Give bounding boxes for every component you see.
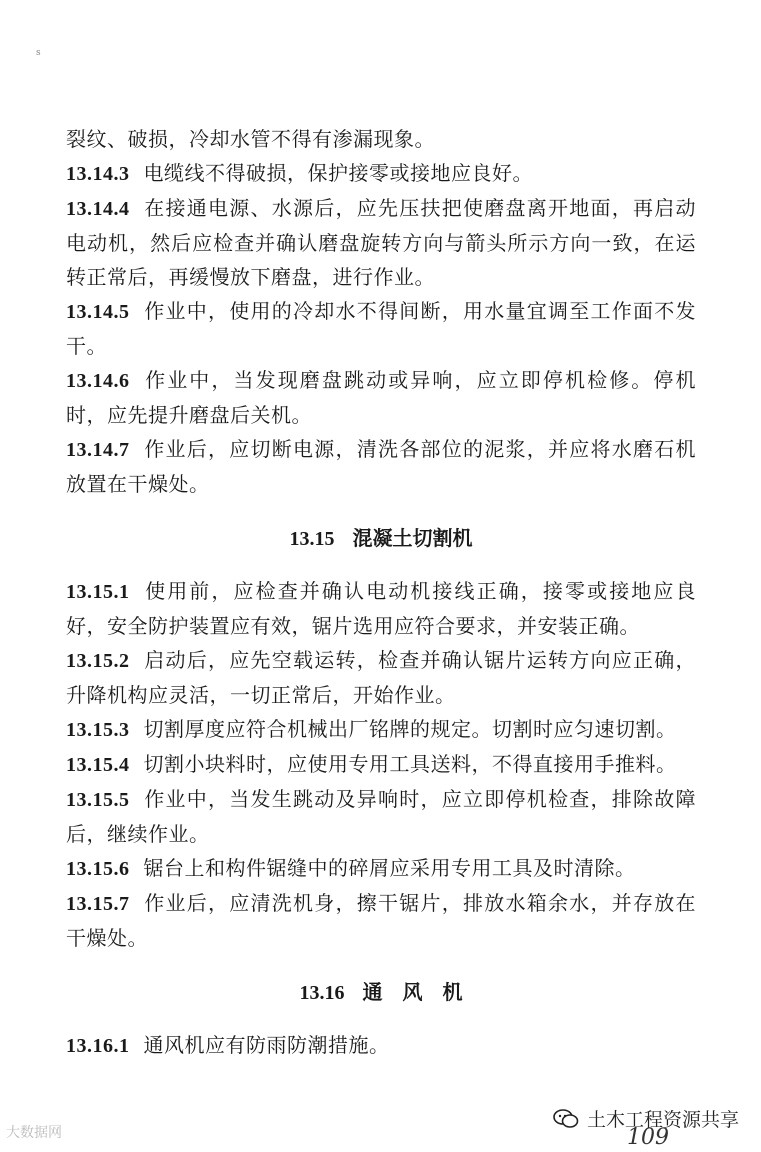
clause-paragraph (66, 886, 696, 955)
section-heading (66, 521, 696, 556)
clause-number: 13.15.1 (66, 581, 130, 603)
wechat-icon (553, 1109, 579, 1129)
clause-text: 作业中，当发现磨盘跳动或异响，应立即停机检修。停机时，应先提升磨盘后关机。 (66, 368, 696, 427)
clause-text: 电缆线不得破损，保护接零或接地应良好。 (143, 161, 533, 185)
clause-number: 13.14.7 (66, 439, 130, 461)
clause-text: 使用前，应检查并确认电动机接线正确，接零或接地应良好，安全防护装置应有效，锯片选用应符合要求，并安装正确。 (66, 579, 696, 638)
clause-number: 13.16.1 (66, 1035, 130, 1057)
section-heading (66, 975, 696, 1010)
section-number: 13.15 (289, 528, 335, 550)
clause-text: 切割小块料时，应使用专用工具送料，不得直接用手推料。 (143, 752, 677, 776)
section-title: 通 风 机 (362, 980, 463, 1004)
clause-paragraph (66, 156, 696, 191)
clause-paragraph (66, 643, 696, 712)
clause-text: 通风机应有防雨防潮措施。 (143, 1033, 390, 1057)
clause-number: 13.15.2 (66, 650, 130, 672)
clause-text: 作业后，应切断电源，清洗各部位的泥浆，并应将水磨石机放置在干燥处。 (66, 437, 696, 496)
watermark-left: 大数据网 (6, 1125, 62, 1141)
clause-paragraph (66, 294, 696, 363)
page-mark: s (36, 48, 41, 58)
clause-text: 作业中，使用的冷却水不得间断，用水量宜调至工作面不发干。 (66, 299, 696, 358)
clause-text: 在接通电源、水源后，应先压扶把使磨盘离开地面，再启动电动机，然后应检查并确认磨盘旋转方向与箭头所示方向一致，在运转正常后，再缓慢放下磨盘，进行作业。 (66, 196, 696, 289)
section-title: 混凝土切割机 (352, 526, 473, 550)
clause-paragraph (66, 782, 696, 851)
clause-paragraph (66, 432, 696, 501)
clause-paragraph (66, 747, 696, 782)
page-number: 109 (627, 1125, 669, 1150)
clause-text: 作业中，当发生跳动及异响时，应立即停机检查，排除故障后，继续作业。 (66, 787, 696, 846)
clause-text: 切割厚度应符合机械出厂铭牌的规定。切割时应匀速切割。 (143, 717, 677, 741)
clause-paragraph (66, 712, 696, 747)
document-body (66, 122, 696, 1063)
clause-number: 13.15.7 (66, 893, 130, 915)
clause-number: 13.15.6 (66, 858, 130, 880)
clause-paragraph (66, 851, 696, 886)
clause-text: 作业后，应清洗机身，擦干锯片，排放水箱余水，并存放在干燥处。 (66, 891, 696, 950)
watermark-right: 土木工程资源共享 (586, 1109, 739, 1131)
wechat-watermark (553, 1105, 739, 1132)
clause-number: 13.15.5 (66, 789, 130, 811)
clause-text: 裂纹、破损，冷却水管不得有渗漏现象。 (66, 127, 435, 151)
clause-paragraph (66, 363, 696, 432)
clause-number: 13.14.3 (66, 163, 130, 185)
clause-number: 13.14.4 (66, 198, 130, 220)
clause-text: 启动后，应先空载运转，检查并确认锯片运转方向应正确，升降机构应灵活，一切正常后，开始作业。 (66, 648, 696, 707)
clause-paragraph (66, 122, 696, 156)
clause-number: 13.15.4 (66, 754, 130, 776)
clause-paragraph (66, 191, 696, 294)
clause-text: 锯台上和构件锯缝中的碎屑应采用专用工具及时清除。 (143, 856, 636, 880)
clause-number: 13.14.6 (66, 370, 130, 392)
clause-paragraph (66, 1028, 696, 1063)
clause-number: 13.15.3 (66, 719, 130, 741)
clause-paragraph (66, 574, 696, 643)
clause-number: 13.14.5 (66, 301, 130, 323)
section-number: 13.16 (299, 982, 345, 1004)
